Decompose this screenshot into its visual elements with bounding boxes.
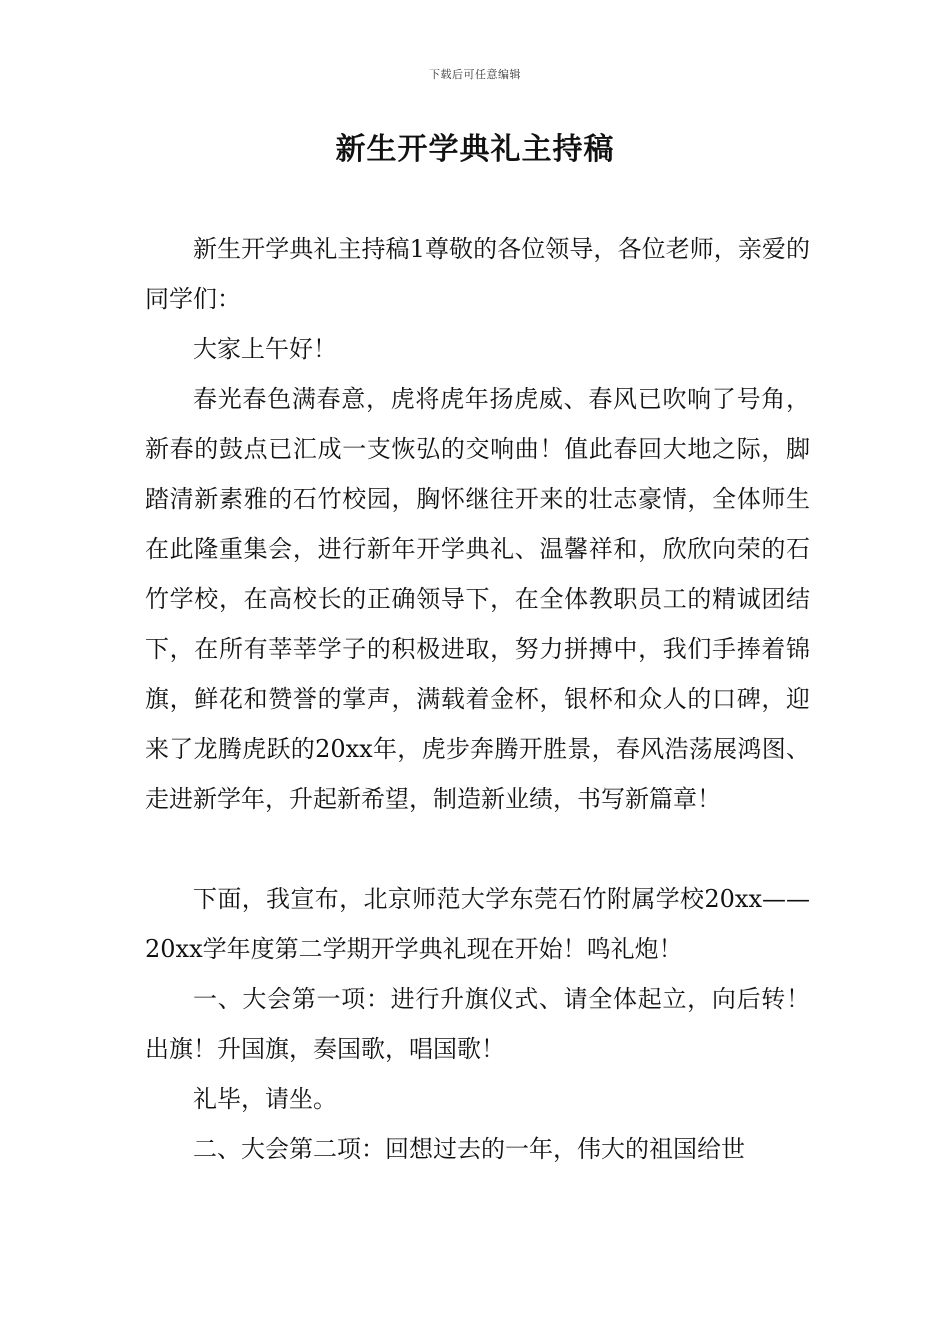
document-body bbox=[145, 224, 810, 1174]
paragraph-greeting: 新生开学典礼主持稿1尊敬的各位领导，各位老师，亲爱的同学们： bbox=[145, 235, 810, 313]
paragraph-good-morning: 大家上午好！ bbox=[193, 335, 337, 363]
paragraph-spring-intro: 春光春色满春意，虎将虎年扬虎威、春风已吹响了号角，新春的鼓点已汇成一支恢弘的交响曲！值此春回大地之际，脚踏清新素雅的石竹校园，胸怀继往开来的壮志豪情，全体师生在此隆重集会，进行新年开学典礼、温馨祥和，欣欣向荣的石竹学校，在高校长的正确领导下，在全体教职员工的精诚团结下，在所有莘莘学子的积极进取，努力拼搏中，我们手捧着锦旗，鲜花和赞誉的掌声，满载着金杯，银杯和众人的口碑，迎来了龙腾虎跃的20xx年，虎步奔腾开胜景，春风浩荡展鸿图、走进新学年，升起新希望，制造新业绩，书写新篇章！ bbox=[145, 385, 810, 813]
paragraph-sit-down: 礼毕，请坐。 bbox=[193, 1085, 337, 1113]
paragraph-announcement: 下面，我宣布，北京师范大学东莞石竹附属学校20xx——20xx学年度第二学期开学典礼现在开始！鸣礼炮！ bbox=[145, 885, 810, 963]
paragraph-item-one: 一、大会第一项：进行升旗仪式、请全体起立，向后转！出旗！升国旗，奏国歌，唱国歌！ bbox=[145, 985, 810, 1063]
document-title: 新生开学典礼主持稿 bbox=[335, 132, 615, 167]
header-note: 下载后可任意编辑 bbox=[429, 68, 521, 81]
paragraph-item-two: 二、大会第二项：回想过去的一年，伟大的祖国给世 bbox=[193, 1135, 745, 1163]
